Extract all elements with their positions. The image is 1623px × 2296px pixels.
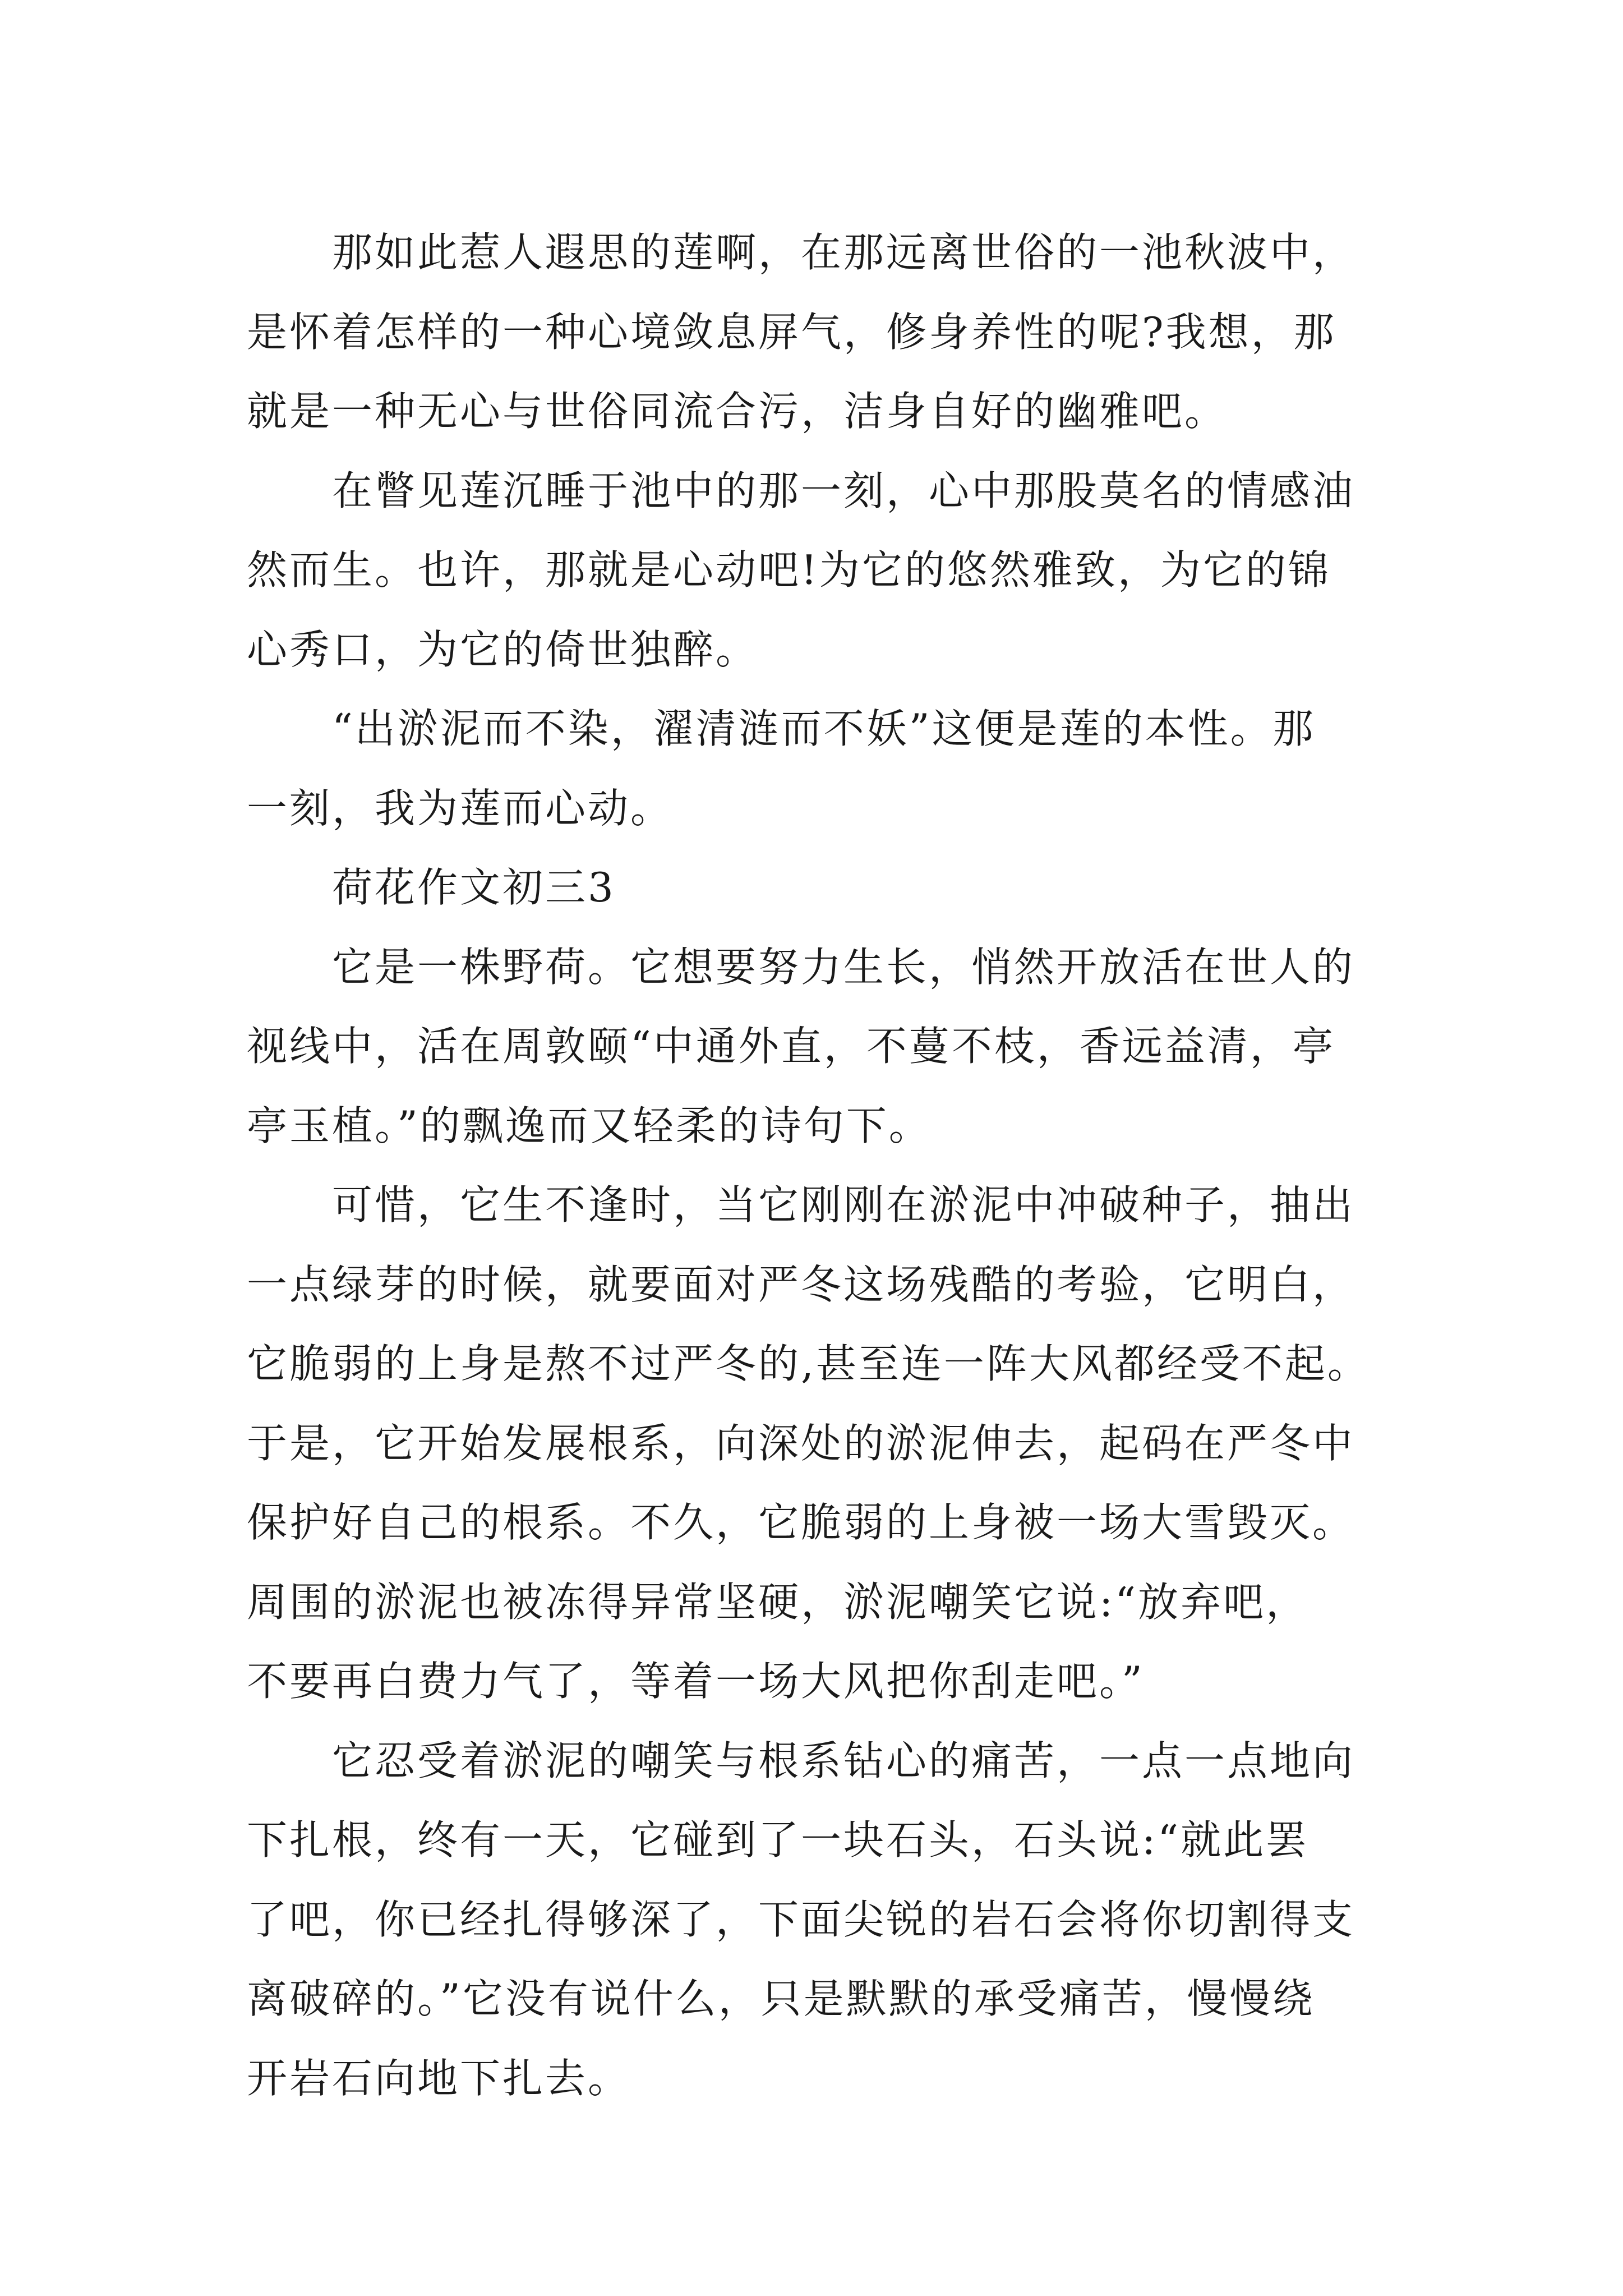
section-heading: [247, 848, 1391, 928]
text-line: 它脆弱的上身是熬不过严冬的,甚至连一阵大风都经受不起。: [247, 1340, 1370, 1387]
text-line: 保护好自己的根系。不久，它脆弱的上身被一场大雪毁灭。: [247, 1499, 1355, 1546]
text-line: 它忍受着淤泥的嘲笑与根系钻心的痛苦，一点一点地向: [332, 1737, 1355, 1784]
text-line: 离破碎的。”它没有说什么，只是默默的承受痛苦，慢慢绕: [247, 1975, 1315, 2022]
document-body: [247, 213, 1391, 2118]
text-line: 就是一种无心与世俗同流合污，洁身自好的幽雅吧。: [247, 388, 1228, 435]
text-line: “出淤泥而不染，濯清涟而不妖”这便是莲的本性。那: [332, 705, 1316, 752]
text-line: 开岩石向地下扎去。: [247, 2054, 631, 2102]
text-line: 亭玉植。”的飘逸而又轻柔的诗句下。: [247, 1102, 932, 1149]
text-line: 于是，它开始发展根系，向深处的淤泥伸去，起码在严冬中: [247, 1419, 1355, 1467]
text-line: 那如此惹人遐思的莲啊，在那远离世俗的一池秋波中，: [332, 229, 1355, 276]
text-line: 可惜，它生不逢时，当它刚刚在淤泥中冲破种子，抽出: [332, 1181, 1355, 1228]
text-line: 心秀口，为它的倚世独醉。: [247, 625, 759, 673]
text-line: 在瞥见莲沉睡于池中的那一刻，心中那股莫名的情感油: [332, 467, 1355, 514]
paragraph-6: [247, 1722, 1391, 2119]
text-line: 一刻，我为莲而心动。: [247, 784, 674, 832]
paragraph-1: [247, 213, 1391, 452]
paragraph-4: [247, 928, 1391, 1166]
text-line: 是怀着怎样的一种心境敛息屏气，修身养性的呢?我想，那: [247, 308, 1336, 356]
text-line: 一点绿芽的时候，就要面对严冬这场残酷的考验，它明白，: [247, 1260, 1355, 1308]
heading-text: 荷花作文初三3: [332, 864, 616, 911]
text-line: 下扎根，终有一天，它碰到了一块石头，石头说:“就此罢: [247, 1816, 1309, 1864]
text-line: 不要再白费力气了，等着一场大风把你刮走吧。”: [247, 1658, 1145, 1705]
text-line: 视线中，活在周敦颐“中通外直，不蔓不枝，香远益清，亭: [247, 1023, 1335, 1070]
text-line: 然而生。也许，那就是心动吧!为它的悠然雅致，为它的锦: [247, 546, 1331, 593]
paragraph-2: [247, 452, 1391, 690]
text-line: 了吧，你已经扎得够深了，下面尖锐的岩石会将你切割得支: [247, 1895, 1355, 1943]
text-line: 它是一株野荷。它想要努力生长，悄然开放活在世人的: [332, 943, 1355, 991]
text-line: 周围的淤泥也被冻得异常坚硬，淤泥嘲笑它说:“放弃吧，: [247, 1578, 1309, 1626]
paragraph-3: [247, 689, 1391, 848]
paragraph-5: [247, 1166, 1391, 1722]
